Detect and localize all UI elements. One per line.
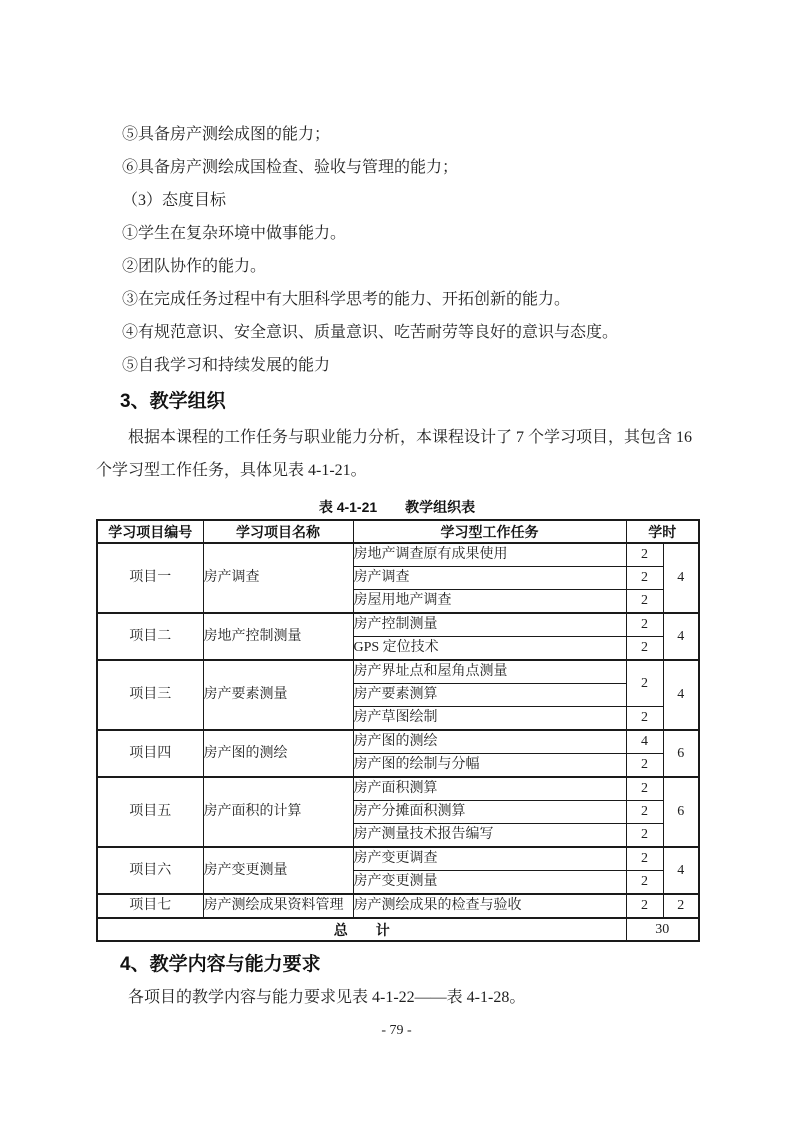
- task-hours-cell: 2: [626, 754, 663, 778]
- total-label-cell: 总 计: [97, 918, 626, 941]
- task-cell: 房产调查: [353, 567, 626, 590]
- table-header-row: [97, 520, 699, 543]
- task-cell: 房产草图绘制: [353, 707, 626, 731]
- table-row: [97, 894, 699, 918]
- page-content: [96, 0, 698, 1014]
- project-hours-cell: 6: [663, 730, 699, 777]
- paragraph: ⑥具备房产测绘成国检查、验收与管理的能力；: [122, 159, 459, 176]
- task-hours-cell: 2: [626, 707, 663, 731]
- project-hours-cell: 4: [663, 543, 699, 613]
- task-cell: 房产变更调查: [353, 847, 626, 871]
- project-name-cell: 房产要素测量: [203, 660, 353, 730]
- task-hours-cell: 2: [626, 871, 663, 895]
- project-name-cell: 房产面积的计算: [203, 777, 353, 847]
- project-id-cell: 项目五: [97, 777, 203, 847]
- col-header-project-id: 学习项目编号: [97, 520, 203, 543]
- page-number: - 79 -: [381, 1023, 412, 1038]
- project-hours-cell: 4: [663, 613, 699, 660]
- project-id-cell: 项目三: [97, 660, 203, 730]
- project-hours-cell: 2: [663, 894, 699, 918]
- task-cell: 房产面积测算: [353, 777, 626, 801]
- task-hours-cell: 2: [626, 590, 663, 614]
- table-row: [97, 730, 699, 754]
- task-hours-cell: 2: [626, 801, 663, 824]
- table-row: [97, 660, 699, 684]
- paragraph: ⑤自我学习和持续发展的能力: [122, 357, 331, 374]
- project-hours-cell: 4: [663, 847, 699, 894]
- section-heading-teaching-content: 4、教学内容与能力要求: [120, 954, 321, 975]
- task-hours-cell: 2: [626, 777, 663, 801]
- project-hours-cell: 4: [663, 660, 699, 730]
- section-heading-teaching-organization: 3、教学组织: [120, 391, 226, 412]
- project-id-cell: 项目六: [97, 847, 203, 894]
- task-cell: 房地产调查原有成果使用: [353, 543, 626, 567]
- teaching-organization-table: [96, 519, 700, 942]
- col-header-task: 学习型工作任务: [353, 520, 626, 543]
- project-id-cell: 项目四: [97, 730, 203, 777]
- paragraph: ②团队协作的能力。: [122, 258, 267, 275]
- task-cell: 房产控制测量: [353, 613, 626, 637]
- table-total-row: [97, 918, 699, 941]
- task-cell: 房产测量技术报告编写: [353, 824, 626, 848]
- project-hours-cell: 6: [663, 777, 699, 847]
- col-header-hours: 学时: [626, 520, 699, 543]
- task-hours-cell: 2: [626, 613, 663, 637]
- project-id-cell: 项目一: [97, 543, 203, 613]
- task-hours-cell: 2: [626, 543, 663, 567]
- section-body-teaching-organization: 根据本课程的工作任务与职业能力分析，本课程设计了 7 个学习项目，其包含 16 个学习型工作任务，具体见表 4-1-21。: [96, 429, 693, 479]
- paragraph: ④有规范意识、安全意识、质量意识、吃苦耐劳等良好的意识与态度。: [122, 324, 619, 341]
- task-cell: GPS 定位技术: [353, 637, 626, 661]
- task-hours-cell: 2: [626, 894, 663, 918]
- task-cell: 房产变更测量: [353, 871, 626, 895]
- table-row: [97, 777, 699, 801]
- objective-list: [96, 118, 698, 382]
- project-id-cell: 项目二: [97, 613, 203, 660]
- task-cell: 房屋用地产调查: [353, 590, 626, 614]
- project-name-cell: 房地产控制测量: [203, 613, 353, 660]
- project-name-cell: 房产测绘成果资料管理: [203, 894, 353, 918]
- table-row: [97, 847, 699, 871]
- project-name-cell: 房产调查: [203, 543, 353, 613]
- task-hours-cell: 2: [626, 847, 663, 871]
- paragraph: ③在完成任务过程中有大胆科学思考的能力、开拓创新的能力。: [122, 291, 571, 308]
- task-hours-cell: 2: [626, 567, 663, 590]
- task-cell: 房产界址点和屋角点测量: [353, 660, 626, 684]
- project-name-cell: 房产变更测量: [203, 847, 353, 894]
- task-hours-cell: 2: [626, 824, 663, 848]
- task-cell: 房产图的测绘: [353, 730, 626, 754]
- paragraph: （3）态度目标: [122, 192, 227, 209]
- table-row: [97, 543, 699, 567]
- section-body-teaching-content: 各项目的教学内容与能力要求见表 4-1-22——表 4-1-28。: [128, 989, 526, 1006]
- table-caption: 表 4-1-21 教学组织表: [318, 499, 476, 515]
- task-cell: 房产要素测算: [353, 684, 626, 707]
- task-hours-cell: 2: [626, 637, 663, 661]
- task-cell: 房产测绘成果的检查与验收: [353, 894, 626, 918]
- paragraph: ①学生在复杂环境中做事能力。: [122, 225, 347, 242]
- col-header-project-name: 学习项目名称: [203, 520, 353, 543]
- task-cell: 房产图的绘制与分幅: [353, 754, 626, 778]
- total-hours-cell: 30: [626, 918, 699, 941]
- task-hours-cell: 4: [626, 730, 663, 754]
- paragraph: ⑤具备房产测绘成图的能力；: [122, 126, 331, 143]
- project-id-cell: 项目七: [97, 894, 203, 918]
- task-hours-cell: 2: [626, 660, 663, 707]
- table-row: [97, 613, 699, 637]
- project-name-cell: 房产图的测绘: [203, 730, 353, 777]
- task-cell: 房产分摊面积测算: [353, 801, 626, 824]
